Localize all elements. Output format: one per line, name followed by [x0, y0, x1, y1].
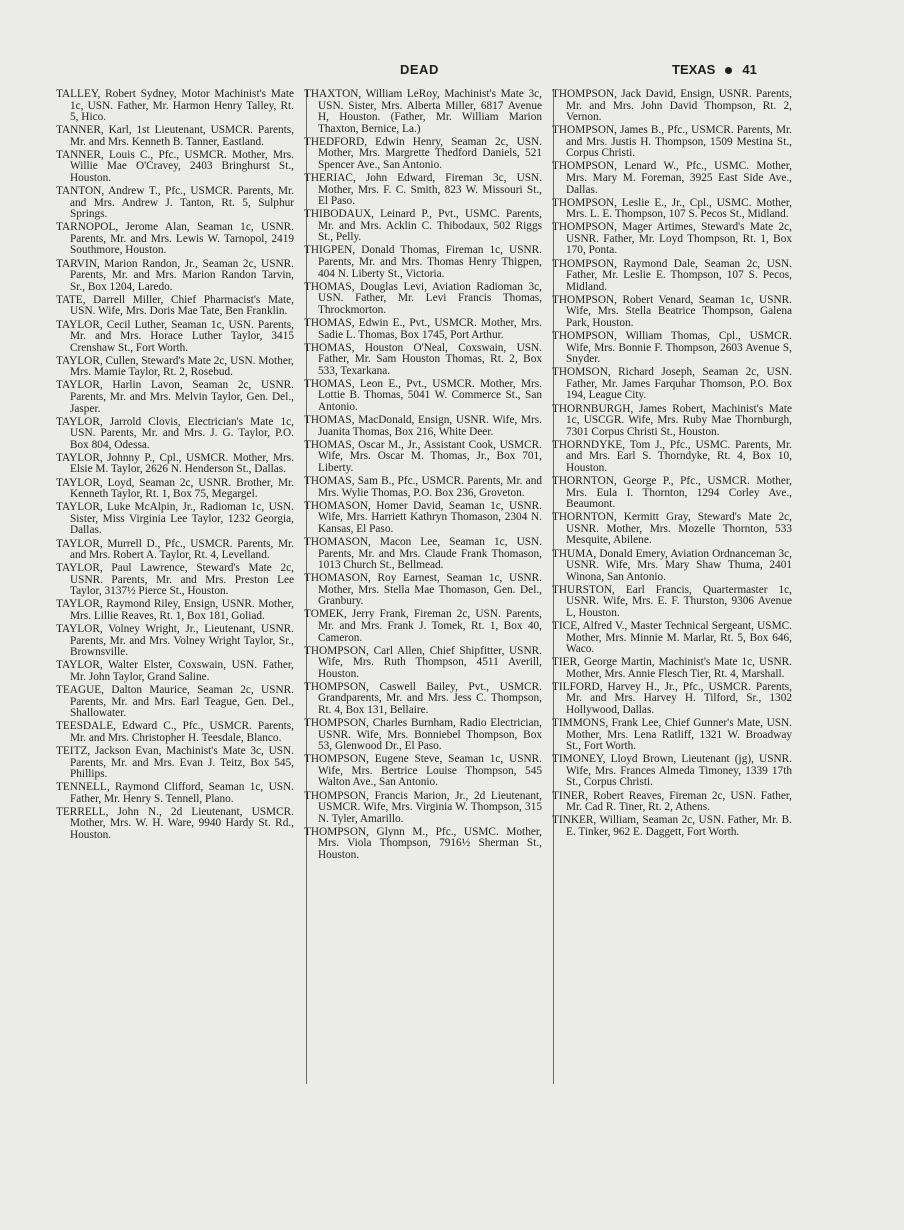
state-and-page [672, 62, 757, 77]
list-item: TILFORD, Harvey H., Jr., Pfc., USMCR. Parents, Mr. and Mrs. Harvey H. Tilford, Sr., 1302 Hollywood, Dallas. [552, 680, 792, 716]
list-item: THOMPSON, Raymond Dale, Seaman 2c, USN. Father, Mr. Leslie E. Thompson, 107 S. Pecos, Midland. [552, 257, 792, 293]
list-item: TAYLOR, Loyd, Seaman 2c, USNR. Brother, Mr. Kenneth Taylor, Rt. 1, Box 75, Megargel. [56, 476, 294, 501]
list-item: THOMASON, Roy Earnest, Seaman 1c, USNR. Mother, Mrs. Stella Mae Thomason, Gen. Del., Granbury. [304, 572, 542, 608]
list-item: TIER, George Martin, Machinist's Mate 1c, USNR. Mother, Mrs. Annie Flesch Tier, Rt. 4, Marshall. [552, 656, 792, 680]
list-item: TAYLOR, Walter Elster, Coxswain, USN. Father, Mr. John Taylor, Grand Saline. [56, 659, 294, 683]
list-item: TANNER, Louis C., Pfc., USMCR. Mother, Mrs. Willie Mae O'Cravey, 2403 Bringhurst St., Houston. [56, 148, 294, 185]
section-title: DEAD [400, 62, 439, 77]
list-item: THUMA, Donald Emery, Aviation Ordnanceman 3c, USNR. Wife, Mrs. Mary Shaw Thuma, 2401 Winona, San Antonio. [552, 547, 792, 583]
list-item: THOMSON, Richard Joseph, Seaman 2c, USN. Father, Mr. James Farquhar Thomson, P.O. Box 194, League City. [552, 366, 792, 402]
list-item: TAYLOR, Jarrold Clovis, Electrician's Mate 1c, USN. Parents, Mr. and Mrs. J. G. Taylor, P.O. Box 804, Odessa. [56, 415, 294, 451]
page-number: 41 [742, 62, 757, 77]
list-item: THOMAS, Houston O'Neal, Coxswain, USN. Father, Mr. Sam Houston Thomas, Rt. 2, Box 533, Texarkana. [304, 341, 542, 377]
list-item: TINKER, William, Seaman 2c, USN. Father, Mr. B. E. Tinker, 962 E. Daggett, Fort Worth. [552, 814, 792, 838]
list-item: THOMPSON, Eugene Steve, Seaman 1c, USNR. Wife, Mrs. Bertrice Louise Thompson, 545 Walton Ave., San Antonio. [304, 753, 542, 789]
list-item: TERRELL, John N., 2d Lieutenant, USMCR. Mother, Mrs. W. H. Ware, 9940 Hardy St. Rd., Houston. [56, 805, 294, 842]
list-item: TAYLOR, Luke McAlpin, Jr., Radioman 1c, USN. Sister, Miss Virginia Lee Taylor, 1232 Georgia, Dallas. [56, 501, 294, 537]
list-item: THOMAS, Oscar M., Jr., Assistant Cook, USMCR. Wife, Mrs. Oscar M. Thomas, Jr., Box 701, Liberty. [304, 438, 542, 474]
list-item: TEITZ, Jackson Evan, Machinist's Mate 3c, USN. Parents, Mr. and Mrs. Evan J. Teitz, Box 545, Phillips. [56, 745, 294, 781]
list-item: TANNER, Karl, 1st Lieutenant, USMCR. Parents, Mr. and Mrs. Kenneth B. Tanner, Eastland. [56, 124, 294, 148]
list-item: TAYLOR, Raymond Riley, Ensign, USNR. Mother, Mrs. Lillie Reaves, Rt. 1, Box 181, Goliad. [56, 598, 294, 623]
list-item: THAXTON, William LeRoy, Machinist's Mate 3c, USN. Sister, Mrs. Alberta Miller, 6817 Avenue H, Houston. (Father, Mr. William Marion Thaxton, Bernice, La.) [304, 89, 542, 135]
list-item: TIMMONS, Frank Lee, Chief Gunner's Mate, USN. Mother, Mrs. Lena Ratliff, 1321 W. Broadway St., Fort Worth. [552, 717, 792, 753]
list-item: THOMASON, Homer David, Seaman 1c, USNR. Wife, Mrs. Harriett Kathryn Thomason, 2304 N. Kansas, El Paso. [304, 499, 542, 535]
list-item: THURSTON, Earl Francis, Quartermaster 1c, USNR. Wife, Mrs. E. F. Thurston, 9306 Avenue L, Houston. [552, 583, 792, 619]
list-item: THOMPSON, Lenard W., Pfc., USMC. Mother, Mrs. Mary M. Foreman, 3925 East Side Ave., Dallas. [552, 160, 792, 196]
list-item: THORNTON, Kermitt Gray, Steward's Mate 2c, USNR. Mother, Mrs. Mozelle Thornton, 533 Mesquite, Abilene. [552, 511, 792, 547]
list-item: TEAGUE, Dalton Maurice, Seaman 2c, USNR. Parents, Mr. and Mrs. Earl Teague, Gen. Del., Shallowater. [56, 684, 294, 720]
list-item: TAYLOR, Murrell D., Pfc., USMCR. Parents, Mr. and Mrs. Robert A. Taylor, Rt. 4, Levelland. [56, 537, 294, 562]
list-item: THIBODAUX, Leinard P., Pvt., USMC. Parents, Mr. and Mrs. Acklin C. Thibodaux, 502 Riggs St., Pelly. [304, 208, 542, 244]
list-item: TALLEY, Robert Sydney, Motor Machinist's Mate 1c, USN. Father, Mr. Harmon Henry Talley, Rt. 5, Hico. [56, 89, 294, 124]
page-header [0, 60, 904, 80]
list-item: TINER, Robert Reaves, Fireman 2c, USN. Father, Mr. Cad R. Tiner, Rt. 2, Athens. [552, 789, 792, 814]
list-item: THOMPSON, Caswell Bailey, Pvt., USMCR. Grandparents, Mr. and Mrs. Jess C. Thompson, Rt. 4, Box 131, Bellaire. [304, 680, 542, 716]
list-item: THOMPSON, Robert Venard, Seaman 1c, USNR. Wife, Mrs. Stella Beatrice Thompson, Galena Park, Houston. [552, 293, 792, 329]
list-item: THERIAC, John Edward, Fireman 3c, USN. Mother, Mrs. F. C. Smith, 823 W. Missouri St., El Paso. [304, 172, 542, 208]
list-item: THEDFORD, Edwin Henry, Seaman 2c, USN. Mother, Mrs. Margrette Thedford Daniels, 521 Spencer Ave., San Antonio. [304, 135, 542, 171]
list-item: THOMAS, Douglas Levi, Aviation Radioman 3c, USN. Father, Mr. Levi Francis Thomas, Throckmorton. [304, 280, 542, 316]
list-item: TAYLOR, Harlin Lavon, Seaman 2c, USNR. Parents, Mr. and Mrs. Melvin Taylor, Gen. Del., Jasper. [56, 379, 294, 415]
list-item: THOMPSON, Leslie E., Jr., Cpl., USMC. Mother, Mrs. L. E. Thompson, 107 S. Pecos St., Midland. [552, 196, 792, 221]
list-item: THOMPSON, Francis Marion, Jr., 2d Lieutenant, USMCR. Wife, Mrs. Virginia W. Thompson, 315 N. Tyler, Amarillo. [304, 789, 542, 825]
list-item: THOMPSON, Charles Burnham, Radio Electrician, USNR. Wife, Mrs. Bonniebel Thompson, Box 53, Glenwood Dr., El Paso. [304, 717, 542, 753]
list-item: THORNDYKE, Tom J., Pfc., USMC. Parents, Mr. and Mrs. Earl S. Thorndyke, Rt. 4, Box 10, Houston. [552, 438, 792, 474]
list-item: TAYLOR, Paul Lawrence, Steward's Mate 2c, USNR. Parents, Mr. and Mrs. Preston Lee Taylor, 3137½ Pierce St., Houston. [56, 562, 294, 598]
list-item: THOMPSON, Glynn M., Pfc., USMC. Mother, Mrs. Viola Thompson, 7916½ Sherman St., Houston. [304, 825, 542, 861]
list-item: TIMONEY, Lloyd Brown, Lieutenant (jg), USNR. Wife, Mrs. Frances Almeda Timoney, 1339 17th St., Corpus Christi. [552, 753, 792, 789]
column-3 [552, 89, 792, 1099]
list-item: TATE, Darrell Miller, Chief Pharmacist's Mate, USN. Wife, Mrs. Doris Mae Tate, Ben Franklin. [56, 293, 294, 318]
list-item: TOMEK, Jerry Frank, Fireman 2c, USN. Parents, Mr. and Mrs. Frank J. Tomek, Rt. 1, Box 40, Cameron. [304, 608, 542, 644]
list-item: TAYLOR, Cullen, Steward's Mate 2c, USN. Mother, Mrs. Mamie Taylor, Rt. 2, Rosebud. [56, 354, 294, 379]
list-item: TICE, Alfred V., Master Technical Sergeant, USMC. Mother, Mrs. Minnie M. Marlar, Rt. 5, Box 646, Waco. [552, 619, 792, 656]
list-item: THOMAS, Edwin E., Pvt., USMCR. Mother, Mrs. Sadie L. Thomas, Box 1745, Port Arthur. [304, 316, 542, 341]
column-1 [56, 89, 294, 1099]
list-item: TAYLOR, Cecil Luther, Seaman 1c, USN. Parents, Mr. and Mrs. Horace Luther Taylor, 3415 Crenshaw St., Fort Worth. [56, 318, 294, 354]
list-item: THOMPSON, Mager Artimes, Steward's Mate 2c, USNR. Father, Mr. Loyd Thompson, Rt. 1, Box 170, Ponta. [552, 221, 792, 257]
list-item: TEESDALE, Edward C., Pfc., USMCR. Parents, Mr. and Mrs. Christopher H. Teesdale, Blanco. [56, 720, 294, 744]
list-item: THOMPSON, James B., Pfc., USMCR. Parents, Mr. and Mrs. Justis H. Thompson, 1509 Mestina St., Corpus Christi. [552, 124, 792, 160]
list-item: THORNBURGH, James Robert, Machinist's Mate 1c, USCGR. Wife, Mrs. Ruby Mae Thornburgh, 7301 Corpus Christi St., Houston. [552, 402, 792, 438]
list-item: THORNTON, George P., Pfc., USMCR. Mother, Mrs. Eula I. Thornton, 1294 Corley Ave., Beaumont. [552, 475, 792, 511]
column-2 [304, 89, 542, 1099]
list-item: THOMPSON, Jack David, Ensign, USNR. Parents, Mr. and Mrs. John David Thompson, Rt. 2, Vernon. [552, 89, 792, 124]
list-item: TAYLOR, Volney Wright, Jr., Lieutenant, USNR. Parents, Mr. and Mrs. Volney Wright Taylor, Sr., Brownsville. [56, 623, 294, 659]
list-item: THOMPSON, William Thomas, Cpl., USMCR. Wife, Mrs. Bonnie F. Thompson, 2603 Avenue S, Snyder. [552, 330, 792, 366]
list-item: TARVIN, Marion Randon, Jr., Seaman 2c, USNR. Parents, Mr. and Mrs. Marion Randon Tarvin, Sr., Box 1204, Laredo. [56, 257, 294, 293]
list-item: THOMAS, Sam B., Pfc., USMCR. Parents, Mr. and Mrs. Wylie Thomas, P.O. Box 236, Groveton. [304, 475, 542, 499]
list-item: THOMAS, Leon E., Pvt., USMCR. Mother, Mrs. Lottie B. Thomas, 5041 W. Commerce St., San Antonio. [304, 377, 542, 413]
list-item: TANTON, Andrew T., Pfc., USMCR. Parents, Mr. and Mrs. Andrew J. Tanton, Rt. 5, Sulphur Springs. [56, 185, 294, 221]
list-item: TARNOPOL, Jerome Alan, Seaman 1c, USNR. Parents, Mr. and Mrs. Lewis W. Tarnopol, 2419 Southmore, Houston. [56, 221, 294, 257]
state-name: TEXAS [672, 62, 716, 77]
list-item: THOMASON, Macon Lee, Seaman 1c, USN. Parents, Mr. and Mrs. Claude Frank Thomason, 1013 Church St., Bellmead. [304, 535, 542, 572]
list-item: TAYLOR, Johnny P., Cpl., USMCR. Mother, Mrs. Elsie M. Taylor, 2626 N. Henderson St., Dallas. [56, 451, 294, 476]
list-item: THOMPSON, Carl Allen, Chief Shipfitter, USNR. Wife, Mrs. Ruth Thompson, 4511 Averill, Houston. [304, 644, 542, 680]
bullet-icon [725, 67, 732, 74]
list-item: TENNELL, Raymond Clifford, Seaman 1c, USN. Father, Mr. Henry S. Tennell, Plano. [56, 781, 294, 805]
list-item: THIGPEN, Donald Thomas, Fireman 1c, USNR. Parents, Mr. and Mrs. Thomas Henry Thigpen, 404 N. Liberty St., Victoria. [304, 244, 542, 280]
list-item: THOMAS, MacDonald, Ensign, USNR. Wife, Mrs. Juanita Thomas, Box 216, White Deer. [304, 414, 542, 438]
